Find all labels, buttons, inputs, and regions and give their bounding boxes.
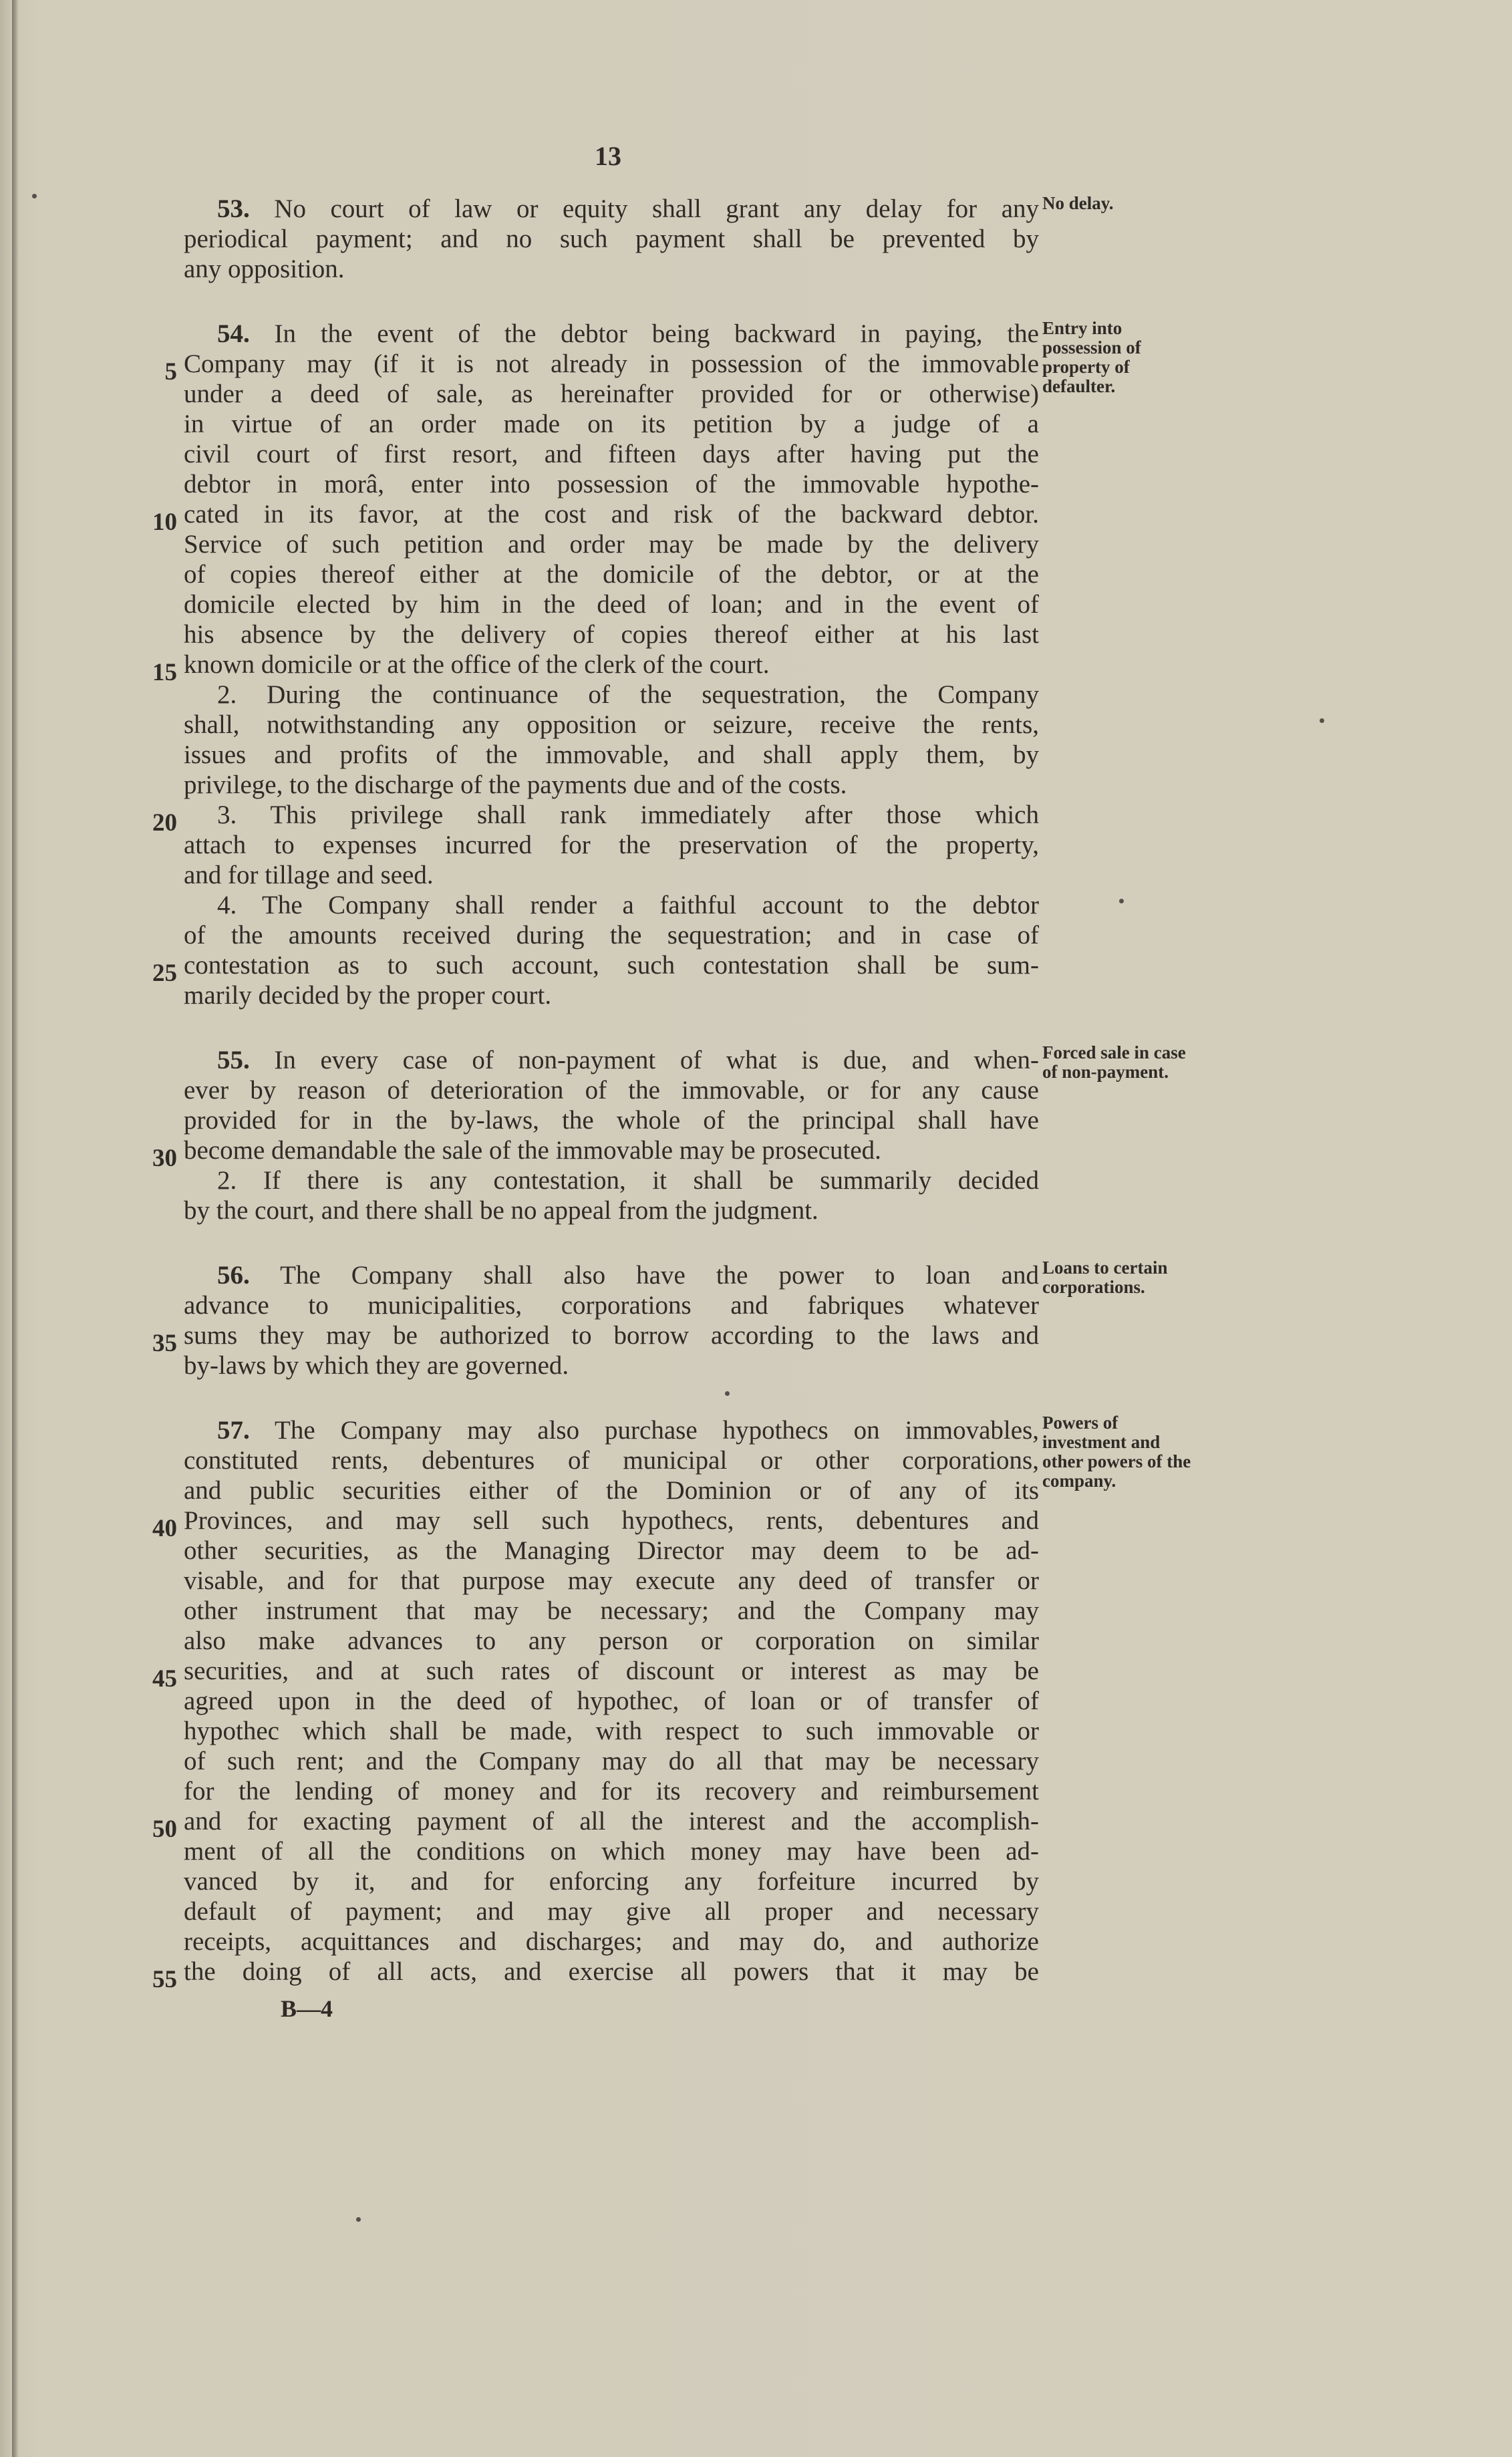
section-55 [184, 1045, 1039, 1225]
text-line: 2. During the continuance of the sequestration, the Company [217, 680, 1039, 709]
paper-speck [1119, 899, 1124, 903]
text-line: his absence by the delivery of copies thereof either at his last [184, 620, 1039, 649]
text-line: in virtue of an order made on its petition by a judge of a [184, 410, 1039, 438]
text-line: the doing of all acts, and exercise all powers that it may be [184, 1957, 1039, 1986]
line-number: 5 [164, 358, 177, 386]
margin-note-loans-to-corporations: Loans to certain corporations. [1042, 1258, 1168, 1297]
section-53 [184, 194, 1039, 284]
text-line: of the amounts received during the sequestration; and in case of [184, 921, 1039, 950]
text-line: provided for in the by-laws, the whole of the principal shall have [184, 1106, 1039, 1135]
text-line: become demandable the sale of the immovable may be prosecuted. [184, 1136, 881, 1165]
text-line: visable, and for that purpose may execute any deed of transfer or [184, 1566, 1039, 1595]
margin-note-no-delay: No delay. [1042, 193, 1114, 213]
line-number: 45 [152, 1665, 177, 1693]
line-number: 15 [152, 659, 177, 686]
text-line: Service of such petition and order may be made by the delivery [184, 530, 1039, 559]
text-line: of copies thereof either at the domicile of the debtor, or at the [184, 560, 1039, 589]
text-line: by-laws by which they are governed. [184, 1351, 569, 1380]
text-line: marily decided by the proper court. [184, 981, 552, 1010]
text-line: for the lending of money and for its recovery and reimbursement [184, 1777, 1039, 1805]
text-line: debtor in morâ, enter into possession of the immovable hypothe- [184, 470, 1039, 498]
section-56 [184, 1260, 1039, 1381]
text-line: 4. The Company shall render a faithful account to the debtor [217, 891, 1039, 919]
text-line: shall, notwithstanding any opposition or seizure, receive the rents, [184, 710, 1039, 739]
page-number: 13 [595, 141, 621, 171]
text-line: securities, and at such rates of discount or interest as may be [184, 1656, 1039, 1685]
text-line: 53. No court of law or equity shall grant any delay for any [217, 194, 1039, 223]
paper-speck [725, 1391, 730, 1396]
signature-mark: B—4 [281, 1995, 333, 2022]
line-number: 25 [152, 960, 177, 987]
margin-note-forced-sale: Forced sale in case of non-payment. [1042, 1042, 1186, 1082]
text-line: also make advances to any person or corporation on similar [184, 1626, 1039, 1655]
line-number: 10 [152, 509, 177, 536]
section-number: 54. [217, 319, 250, 348]
text-line: 54. In the event of the debtor being backward in paying, the [217, 319, 1039, 348]
text-line: known domicile or at the office of the clerk of the court. [184, 650, 770, 679]
section-54 [184, 319, 1039, 1010]
text-line: by the court, and there shall be no appeal from the judgment. [184, 1196, 818, 1225]
text-line: 2. If there is any contestation, it shall be summarily decided [217, 1166, 1039, 1195]
line-number: 40 [152, 1515, 177, 1542]
text-line: under a deed of sale, as hereinafter provided for or otherwise) [184, 380, 1039, 408]
paper-speck [32, 194, 37, 198]
text-line: receipts, acquittances and discharges; and may do, and authorize [184, 1927, 1039, 1956]
text-line: issues and profits of the immovable, and shall apply them, by [184, 740, 1039, 769]
text-line: domicile elected by him in the deed of loan; and in the event of [184, 590, 1039, 619]
section-number: 55. [217, 1046, 250, 1074]
text-line: other securities, as the Managing Director may deem to be ad- [184, 1536, 1039, 1565]
text-line: and for exacting payment of all the interest and the accomplish- [184, 1807, 1039, 1836]
text-line: constituted rents, debentures of municipal or other corporations, [184, 1446, 1039, 1475]
text-line: privilege, to the discharge of the payments due and of the costs. [184, 770, 847, 799]
text-line: periodical payment; and no such payment shall be prevented by [184, 225, 1039, 253]
text-line: 55. In every case of non-payment of what is due, and when- [217, 1046, 1039, 1074]
text-line: ever by reason of deterioration of the immovable, or for any cause [184, 1076, 1039, 1105]
line-number: 35 [152, 1330, 177, 1357]
text-line: civil court of first resort, and fifteen days after having put the [184, 440, 1039, 468]
section-number: 53. [217, 194, 250, 223]
text-line: Company may (if it is not already in possession of the immovable [184, 349, 1039, 378]
text-line: other instrument that may be necessary; and the Company may [184, 1596, 1039, 1625]
line-number: 55 [152, 1966, 177, 1993]
margin-note-powers-of-investment: Powers of investment and other powers of the company. [1042, 1413, 1191, 1491]
section-number: 57. [217, 1416, 250, 1445]
line-number: 30 [152, 1145, 177, 1172]
text-line: hypothec which shall be made, with respect to such immovable or [184, 1717, 1039, 1745]
text-line: vanced by it, and for enforcing any forfeiture incurred by [184, 1867, 1039, 1896]
statute-text [184, 194, 1039, 1987]
section-number: 56. [217, 1261, 250, 1290]
text-line: agreed upon in the deed of hypothec, of loan or of transfer of [184, 1687, 1039, 1715]
page-binding-edge [12, 0, 19, 2457]
text-line: 3. This privilege shall rank immediately after those which [217, 801, 1039, 829]
text-line: attach to expenses incurred for the preservation of the property, [184, 831, 1039, 859]
text-line: default of payment; and may give all proper and necessary [184, 1897, 1039, 1926]
margin-note-entry-into-possession: Entry into possession of property of defaulter. [1042, 318, 1141, 396]
text-line: 57. The Company may also purchase hypothecs on immovables, [217, 1416, 1039, 1445]
text-line: contestation as to such account, such contestation shall be sum- [184, 951, 1039, 980]
paper-speck [356, 2217, 361, 2222]
text-line: Provinces, and may sell such hypothecs, rents, debentures and [184, 1506, 1039, 1535]
section-57 [184, 1415, 1039, 1987]
text-line: 56. The Company shall also have the power to loan and [217, 1261, 1039, 1290]
line-number: 20 [152, 809, 177, 837]
paper-speck [1320, 718, 1324, 723]
text-line: and for tillage and seed. [184, 861, 434, 889]
text-line: ment of all the conditions on which money may have been ad- [184, 1837, 1039, 1866]
text-line: and public securities either of the Dominion or of any of its [184, 1476, 1039, 1505]
text-line: cated in its favor, at the cost and risk of the backward debtor. [184, 500, 1039, 529]
line-number: 50 [152, 1816, 177, 1843]
text-line: of such rent; and the Company may do all that may be necessary [184, 1747, 1039, 1775]
text-line: advance to municipalities, corporations and fabriques whatever [184, 1291, 1039, 1320]
text-line: any opposition. [184, 255, 345, 283]
text-line: sums they may be authorized to borrow according to the laws and [184, 1321, 1039, 1350]
